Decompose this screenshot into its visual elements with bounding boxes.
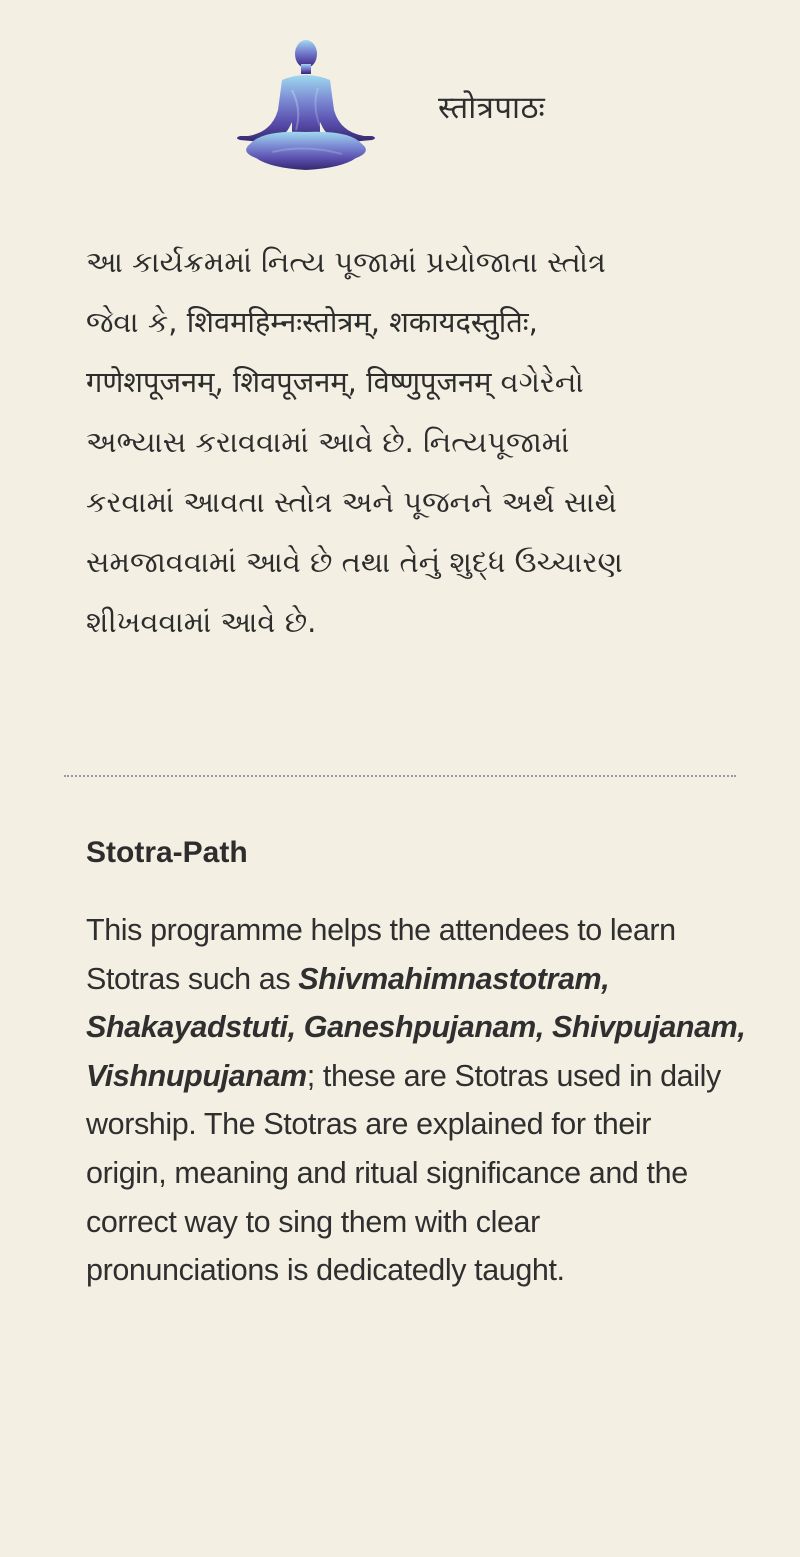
stotra-name-emphasis: Shivmahimnastotram, [298, 961, 610, 996]
gujarati-line: કરવામાં આવતા સ્તોત્ર અને પૂજનને અર્થ સાથે [86, 485, 617, 519]
gujarati-line: આ કાર્યક્રમમાં નિત્ય પૂજામાં પ્રયોજાતા સ્તોત્ર [86, 245, 606, 279]
gujarati-line: શીખવવામાં આવે છે. [86, 605, 317, 639]
page-title: स्तोत्रपाठः [438, 90, 546, 126]
english-line: pronunciations is dedicatedly taught. [86, 1253, 565, 1288]
header [0, 0, 800, 190]
stotra-name-emphasis: Vishnupujanam [86, 1058, 307, 1093]
english-line: worship. The Stotras are explained for their [86, 1107, 652, 1142]
gujarati-line: गणेशपूजनम्, शिवपूजनम्, विष्णुपूजनम् વગેરેનો [86, 365, 584, 399]
meditation-figure-icon [222, 40, 390, 176]
english-text: Stotras such as [86, 961, 299, 996]
english-line: correct way to sing them with clear [86, 1204, 540, 1239]
gujarati-line: અભ્યાસ કરાવવામાં આવે છે. નિત્યપૂજામાં [86, 425, 570, 459]
stotra-name-emphasis: Shakayadstuti, Ganeshpujanam, Shivpujanam, [86, 1010, 746, 1045]
gujarati-line: સમજાવવામાં આવે છે તથા તેનું શુદ્ધ ઉચ્ચારણ [86, 545, 623, 579]
english-description [86, 906, 766, 1295]
english-line [86, 955, 766, 1004]
english-line: origin, meaning and ritual significance and the [86, 1155, 688, 1190]
english-text: ; these are Stotras used in daily [306, 1058, 721, 1093]
english-line: This programme helps the attendees to learn [86, 913, 676, 947]
gujarati-line: જેવા કે, शिवमहिम्नःस्तोत्रम्, शकायदस्तुतिः, [86, 305, 538, 339]
english-line [86, 1052, 766, 1101]
gujarati-description [86, 232, 726, 652]
section-title: Stotra-Path [86, 836, 248, 869]
dotted-divider [64, 775, 736, 777]
